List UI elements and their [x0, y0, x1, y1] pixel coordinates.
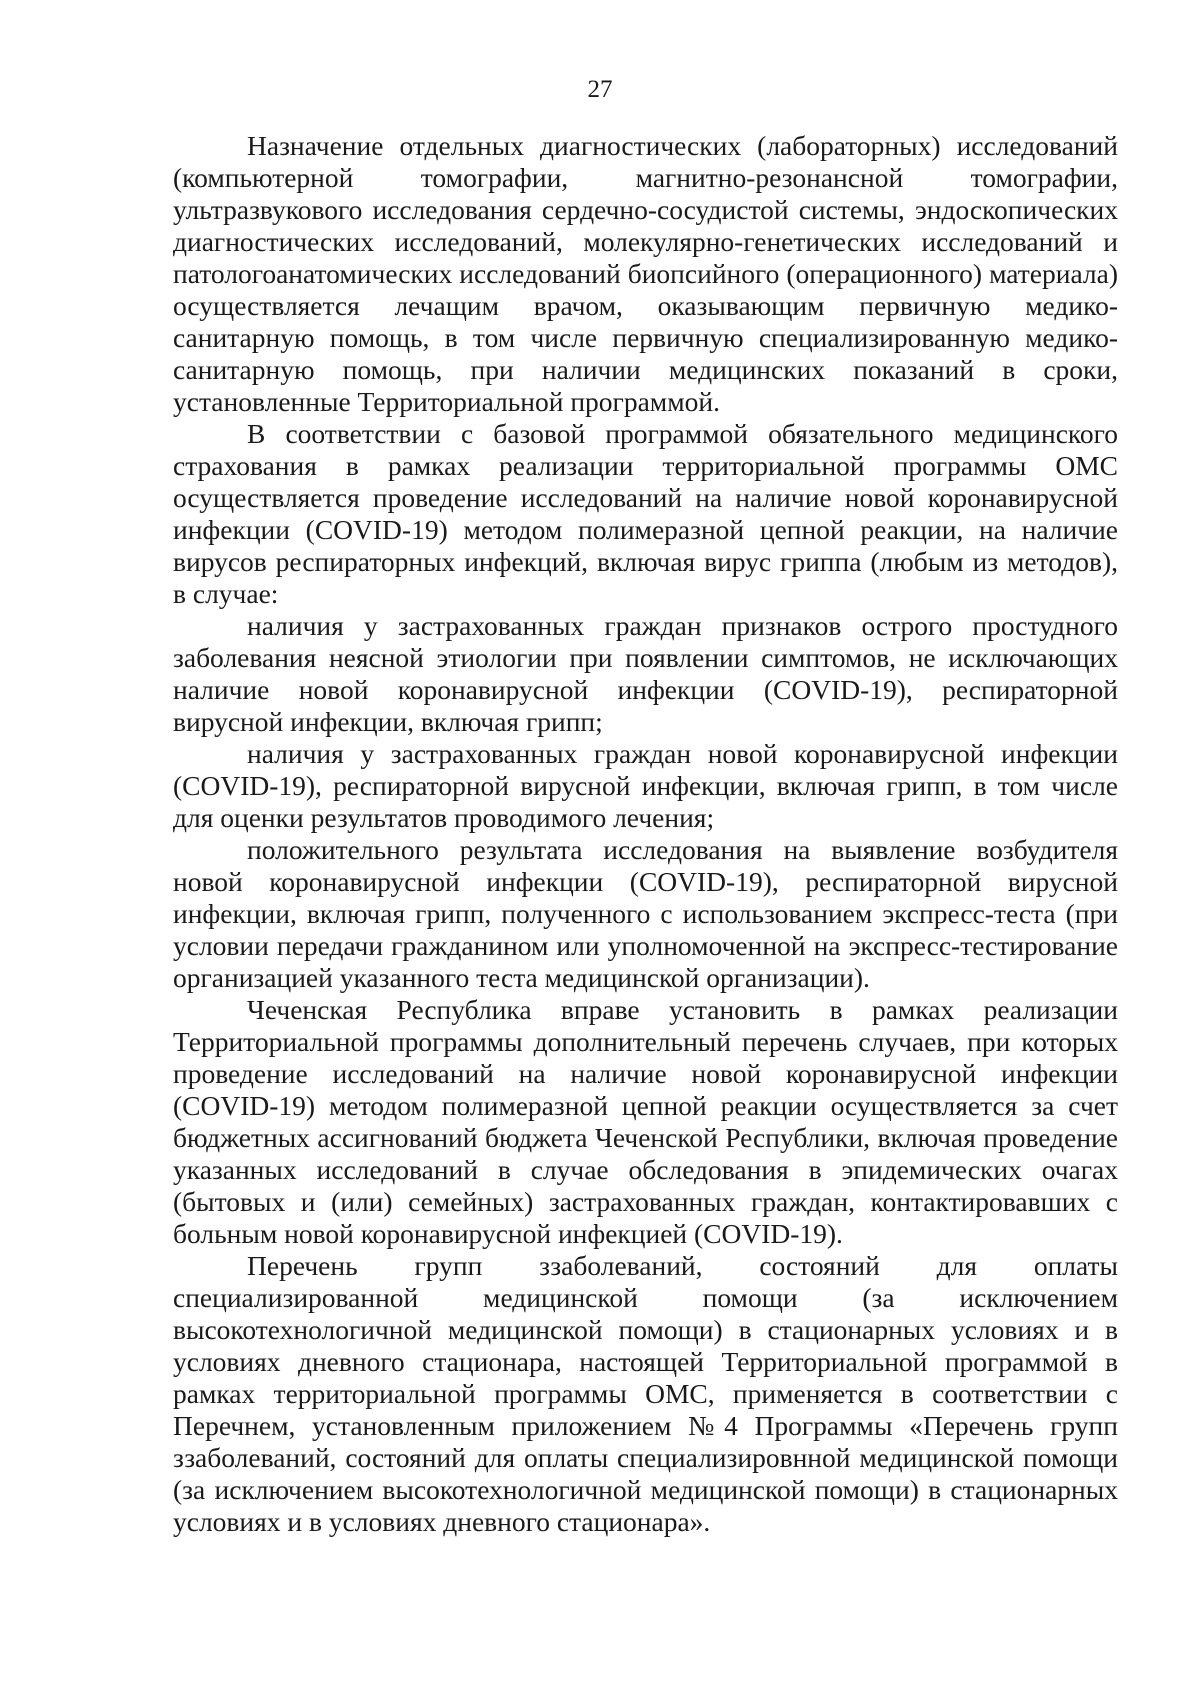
- paragraph-case-symptoms: наличия у застрахованных граждан признаков острого простудного заболевания неясной этиологии при появлении симптомов, не исключающих наличие новой коронавирусной инфекции (COVID-19), респираторной вирусной инфекции, включая грипп;: [173, 610, 1118, 737]
- paragraph-diagnostic-tests: Назначение отдельных диагностических (лабораторных) исследований (компьютерной томографии, магнитно-резонансной томографии, ультразвукового исследования сердечно-сосудистой системы, эндоскопических диагностических исследований, молекулярно-генетических исследований и патологоанатомических исследований биопсийного (операционного) материала) осуществляется лечащим врачом, оказывающим первичную медико-санитарную помощь, в том числе первичную специализированную медико-санитарную помощь, при наличии медицинских показаний в сроки, установленные Территориальной программой.: [173, 130, 1118, 417]
- paragraph-case-express-test: положительного результата исследования на выявление возбудителя новой коронавирусной инфекции (COVID-19), респираторной вирусной инфекции, включая грипп, полученного с использованием экспресс-теста (при условии передачи гражданином или уполномоченной на экспресс-тестирование организацией указанного теста медицинской организации).: [173, 834, 1118, 993]
- document-body: [173, 130, 1118, 1538]
- paragraph-covid-testing-oms: В соответствии с базовой программой обязательного медицинского страхования в рамках реализации территориальной программы ОМС осуществляется проведение исследований на наличие новой коронавирусной инфекции (COVID-19) методом полимеразной цепной реакции, на наличие вирусов респираторных инфекций, включая вирус гриппа (любым из методов), в случае:: [173, 418, 1118, 609]
- paragraph-chechen-republic-list: Чеченская Республика вправе установить в рамках реализации Территориальной программы дополнительный перечень случаев, при которых проведение исследований на наличие новой коронавирусной инфекции (COVID-19) методом полимеразной цепной реакции осуществляется за счет бюджетных ассигнований бюджета Чеченской Республики, включая проведение указанных исследований в случае обследования в эпидемических очагах (бытовых и (или) семейных) застрахованных граждан, контактировавших с больным новой коронавирусной инфекцией (COVID-19).: [173, 994, 1118, 1249]
- page-number: 27: [587, 76, 613, 103]
- paragraph-case-infection: наличия у застрахованных граждан новой коронавирусной инфекции (COVID-19), респираторной вирусной инфекции, включая грипп, в том числе для оценки результатов проводимого лечения;: [173, 738, 1118, 833]
- paragraph-disease-groups-list: Перечень групп ззаболеваний, состояний для оплаты специализированной медицинской помощи (за исключением высокотехнологичной медицинской помощи) в стационарных условиях и в условиях дневного стационара, настоящей Территориальной программой в рамках территориальной программы ОМС, применяется в соответствии с Перечнем, установленным приложением №4 Программы «Перечень групп ззаболеваний, состояний для оплаты специализировнной медицинской помощи (за исключением высокотехнологичной медицинской помощи) в стационарных условиях и в условиях дневного стационара».: [173, 1250, 1118, 1537]
